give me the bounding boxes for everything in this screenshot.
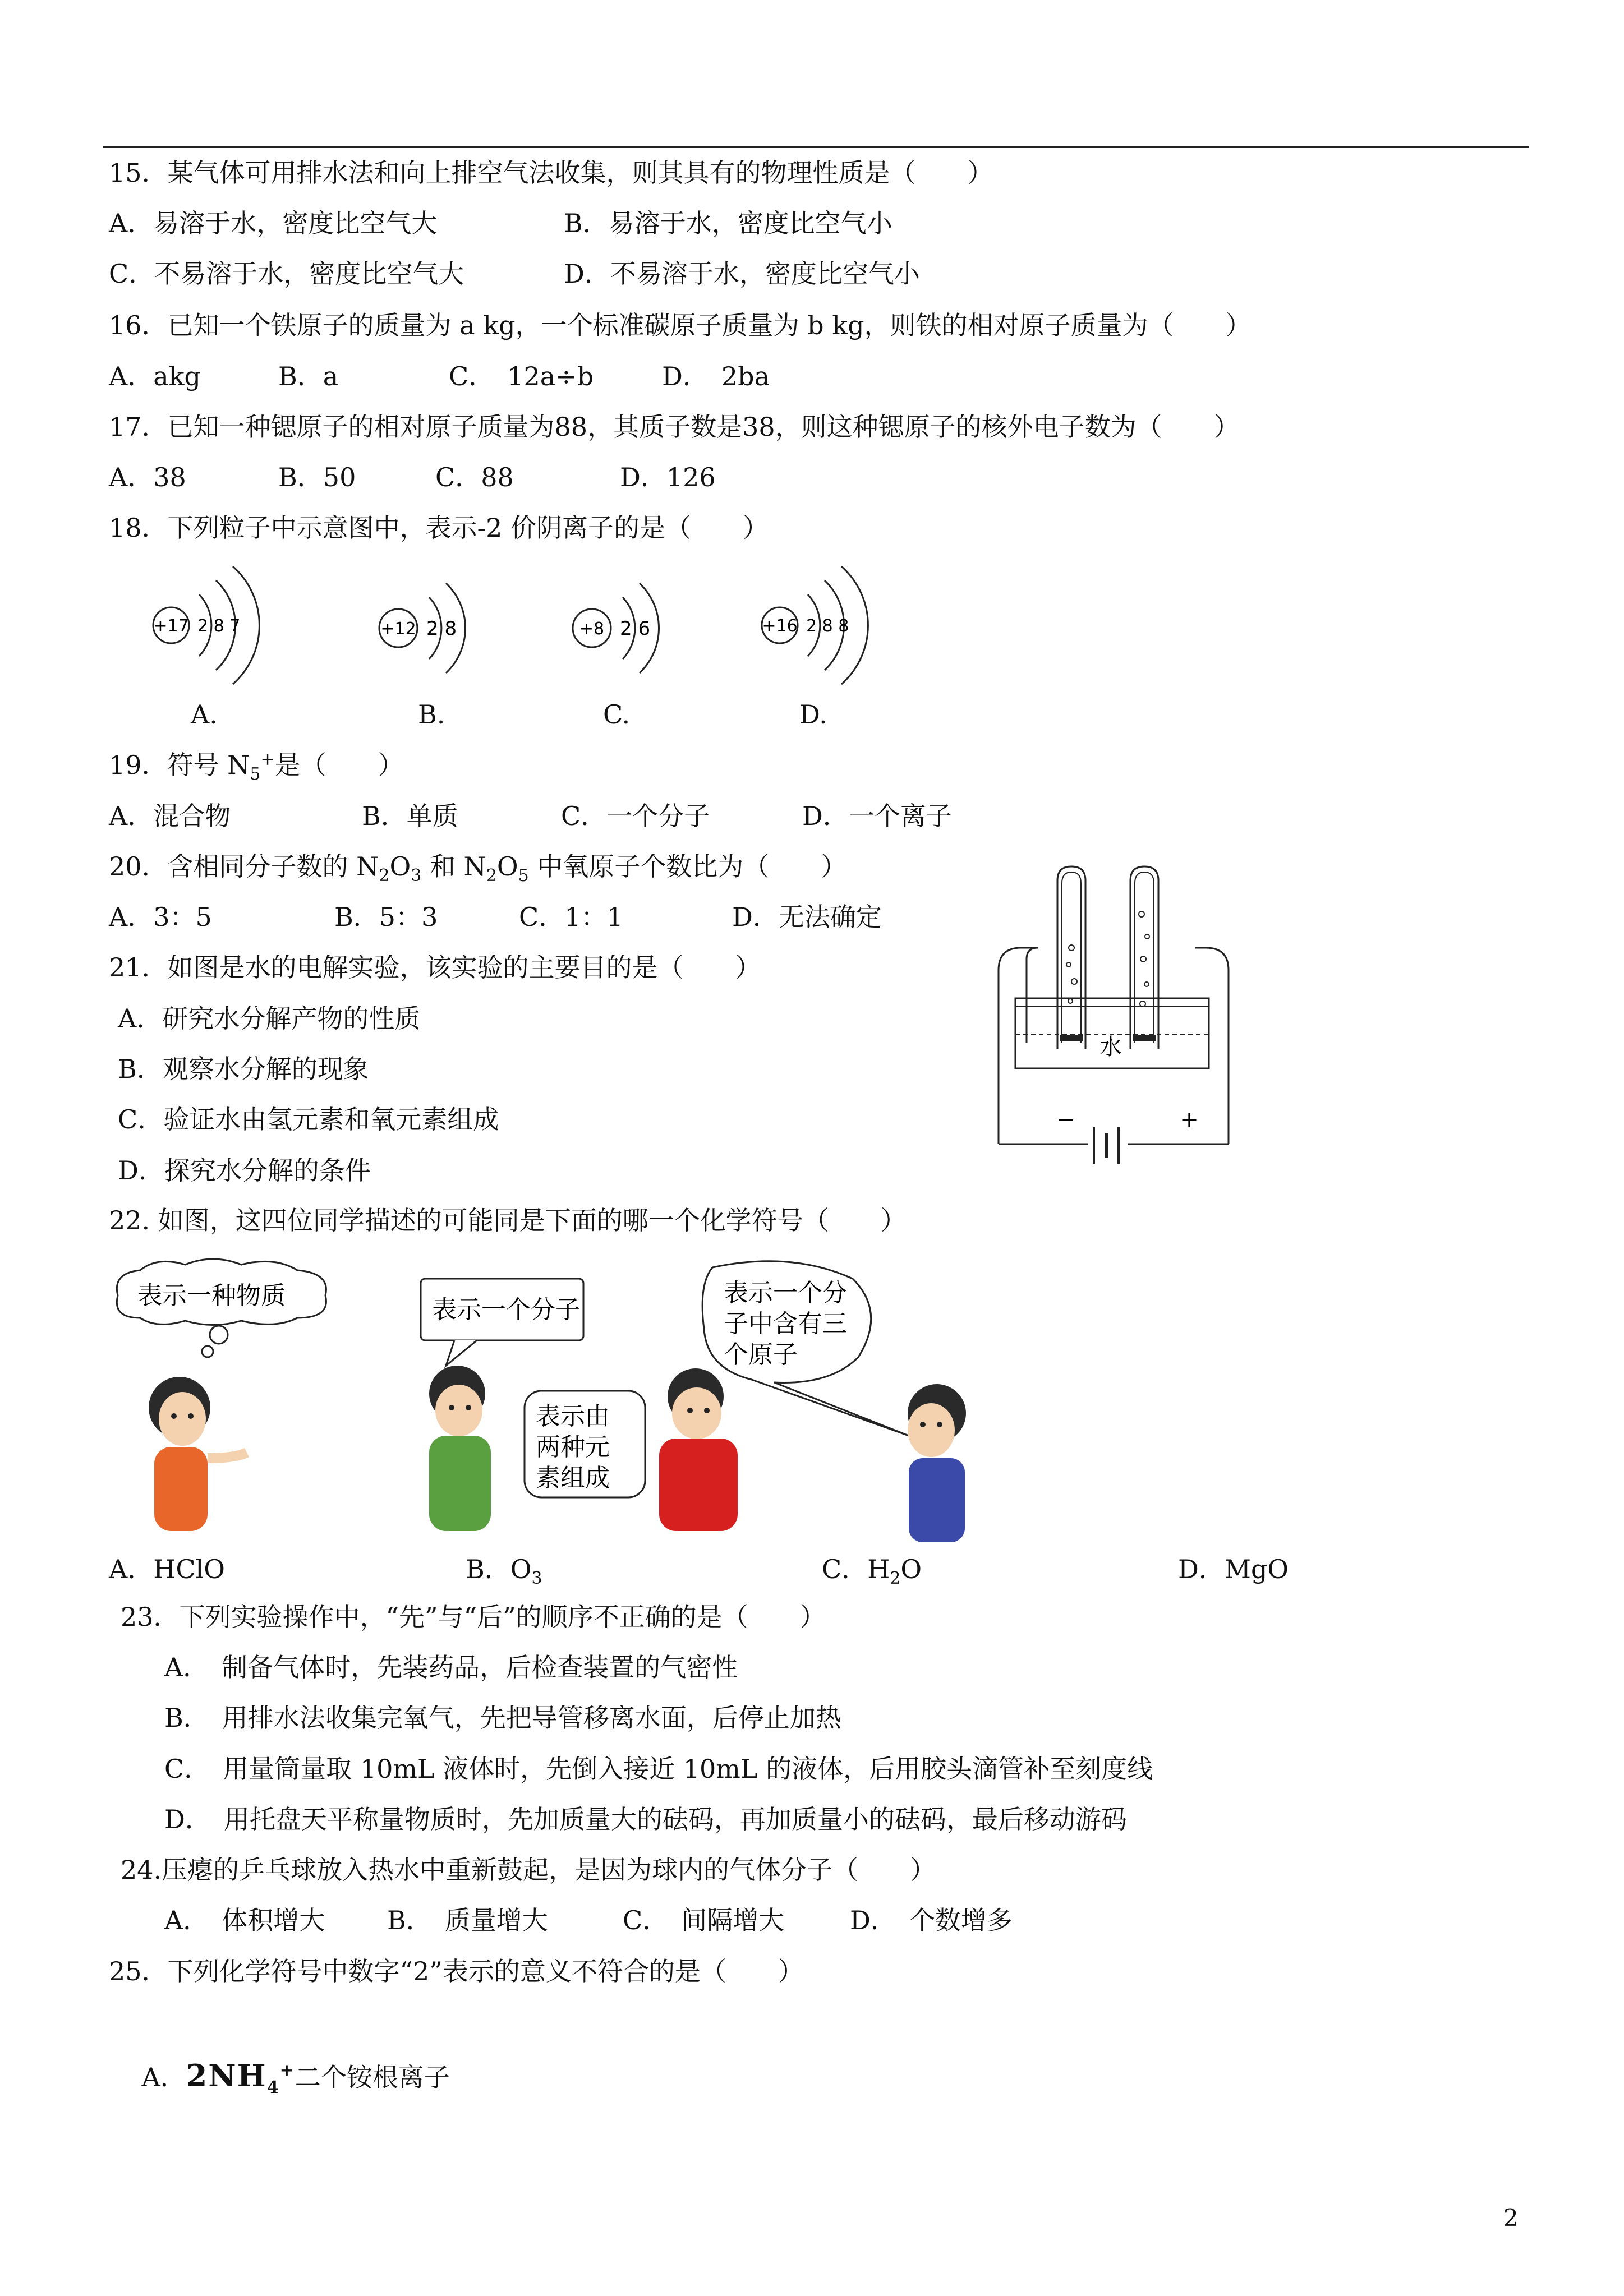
q25-formula-sub: 4 <box>266 2077 280 2097</box>
q18-label-a: A. <box>191 699 218 730</box>
q16-option-c: C． 12a÷b <box>449 361 594 391</box>
electrolysis-apparatus <box>982 864 1245 1189</box>
q22-option-d: D．MgO <box>1178 1554 1289 1584</box>
q21-option-a: A．研究水分解产物的性质 <box>118 1003 421 1034</box>
q25-stem: 25．下列化学符号中数字“2”表示的意义不符合的是（ ） <box>109 1956 804 1986</box>
q19-option-d: D．一个离子 <box>802 801 952 831</box>
atom-d-nucleus: +16 <box>762 616 798 636</box>
atom-diagram-c <box>564 561 693 690</box>
q20-stem-part-2: O <box>389 851 411 882</box>
q19-stem-suffix: 是（ ） <box>274 750 404 780</box>
q25-option-a-label: A． <box>141 2062 186 2092</box>
q19-option-a: A．混合物 <box>109 801 231 831</box>
q25-option-a-text: 二个铵根离子 <box>295 2062 450 2092</box>
atom-diagram-a <box>146 561 275 690</box>
q15-option-c: C．不易溶于水，密度比空气大 <box>109 259 464 289</box>
q21-option-b: B．观察水分解的现象 <box>118 1054 369 1084</box>
girl-figure <box>149 1377 247 1531</box>
atom-b-nucleus: +12 <box>380 619 416 639</box>
bubble-4-line-3: 个原子 <box>724 1340 798 1369</box>
q20-stem <box>109 851 847 886</box>
q19-stem-sub: 5 <box>250 764 261 785</box>
q21-option-c: C．验证水由氢元素和氧元素组成 <box>118 1104 499 1135</box>
q25-option-a <box>109 2028 450 2124</box>
q22-option-b <box>466 1553 542 1589</box>
q18-label-d: D. <box>799 699 827 730</box>
q23-stem: 23．下列实验操作中，“先”与“后”的顺序不正确的是（ ） <box>121 1602 826 1632</box>
q22-option-c-prefix: C．H <box>822 1554 890 1584</box>
q23-option-b: B． 用排水法收集完氧气，先把导管移离水面，后停止加热 <box>164 1703 841 1733</box>
atom-a-shells: 2 8 7 <box>197 616 241 636</box>
q24-option-c: C． 间隔增大 <box>623 1905 785 1935</box>
q23-option-c: C． 用量筒量取 10mL 液体时，先倒入接近 10mL 的液体，后用胶头滴管补至刻度线 <box>164 1754 1153 1784</box>
q22-option-b-prefix: B．O <box>466 1554 532 1584</box>
bubble-1-text: 表示一种物质 <box>137 1281 286 1310</box>
q25-option-a-formula <box>186 2058 295 2097</box>
q18-stem: 18．下列粒子中示意图中，表示-2 价阴离子的是（ ） <box>109 513 769 543</box>
q16-option-d: D． 2ba <box>662 361 770 391</box>
boy-2-figure <box>659 1368 738 1531</box>
q20-option-d: D．无法确定 <box>732 902 882 932</box>
q17-stem: 17．已知一种锶原子的相对原子质量为88，其质子数是38，则这种锶原子的核外电子数为（ ） <box>109 412 1240 442</box>
q16-option-b: B．a <box>278 361 339 391</box>
q20-stem-part-5: 中氧原子个数比为（ ） <box>528 851 847 882</box>
q24-stem: 24.压瘪的乒乓球放入热水中重新鼓起，是因为球内的气体分子（ ） <box>121 1855 936 1885</box>
bubble-3-line-1: 表示由 <box>536 1402 610 1431</box>
q21-stem: 21．如图是水的电解实验，该实验的主要目的是（ ） <box>109 952 761 983</box>
q20-option-c: C．1：1 <box>519 902 623 932</box>
q24-option-a: A． 体积增大 <box>164 1905 325 1935</box>
q20-stem-sub-4: 5 <box>518 866 529 886</box>
q20-stem-part-3: 和 N <box>421 851 486 882</box>
q19-stem <box>109 749 404 785</box>
atom-diagram-d <box>755 561 884 690</box>
q20-option-a: A．3：5 <box>109 902 212 932</box>
q19-option-c: C．一个分子 <box>561 801 710 831</box>
q15-option-d: D．不易溶于水，密度比空气小 <box>564 259 920 289</box>
q17-option-c: C．88 <box>435 462 514 492</box>
q24-option-d: D． 个数增多 <box>850 1905 1013 1935</box>
boy-3-figure <box>908 1384 966 1542</box>
minus-label: − <box>1056 1107 1075 1133</box>
q25-formula-sup: + <box>279 2060 295 2080</box>
q25-formula-base: 2NH <box>186 2058 267 2094</box>
q22-option-b-sub: 3 <box>531 1569 542 1589</box>
q15-option-b: B．易溶于水，密度比空气小 <box>564 208 892 238</box>
page-number: 2 <box>1503 2204 1519 2232</box>
bubble-3-line-3: 素组成 <box>536 1464 610 1492</box>
plus-label: + <box>1180 1107 1199 1133</box>
atom-b-shells: 2 8 <box>426 617 457 640</box>
q20-stem-part-4: O <box>496 851 518 882</box>
q17-option-a: A．38 <box>109 462 186 492</box>
atom-c-shells: 2 6 <box>620 617 651 640</box>
atom-d-shells: 2 8 8 <box>806 616 849 636</box>
q22-option-c-sub: 2 <box>890 1569 901 1589</box>
q18-label-c: C. <box>603 699 631 730</box>
bubble-2-text: 表示一个分子 <box>432 1295 580 1324</box>
q16-stem: 16．已知一个铁原子的质量为 a kg，一个标准碳原子质量为 b kg，则铁的相对原子质量为（ ） <box>109 310 1252 340</box>
q22-option-a: A．HClO <box>109 1554 225 1584</box>
bubble-4-line-1: 表示一个分 <box>724 1279 847 1307</box>
q17-option-b: B．50 <box>278 462 356 492</box>
q24-option-b: B． 质量增大 <box>387 1905 548 1935</box>
bubble-4-line-2: 子中含有三 <box>724 1310 847 1338</box>
header-rule <box>103 146 1529 148</box>
q21-option-d: D．探究水分解的条件 <box>118 1155 371 1186</box>
atom-diagram-b <box>370 561 499 690</box>
q19-option-b: B．单质 <box>362 801 458 831</box>
q15-option-a: A．易溶于水，密度比空气大 <box>109 208 438 238</box>
boy-1-figure <box>429 1366 491 1531</box>
water-label: 水 <box>1099 1034 1122 1060</box>
q16-option-a: A．akg <box>109 361 201 391</box>
q17-option-d: D．126 <box>620 462 716 492</box>
q20-option-b: B．5：3 <box>334 902 438 932</box>
atom-a-nucleus: +17 <box>153 616 189 636</box>
students-cartoon <box>107 1256 1071 1548</box>
q22-option-c-suffix: O <box>900 1554 922 1584</box>
q19-stem-prefix: 19．符号 N <box>109 750 250 780</box>
q19-stem-sup: + <box>260 749 275 769</box>
q15-stem: 15．某气体可用排水法和向上排空气法收集，则其具有的物理性质是（ ） <box>109 158 993 188</box>
q20-stem-part-1: 20．含相同分子数的 N <box>109 851 379 882</box>
atom-c-nucleus: +8 <box>579 619 605 639</box>
q22-stem: 22. 如图，这四位同学描述的可能同是下面的哪一个化学符号（ ） <box>109 1205 907 1235</box>
q20-stem-sub-2: 3 <box>411 866 422 886</box>
q20-stem-sub-1: 2 <box>379 866 390 886</box>
q18-label-b: B. <box>418 699 445 730</box>
q22-option-c <box>822 1553 922 1589</box>
q23-option-a: A． 制备气体时，先装药品，后检查装置的气密性 <box>164 1652 738 1682</box>
q23-option-d: D． 用托盘天平称量物质时，先加质量大的砝码，再加质量小的砝码，最后移动游码 <box>164 1804 1127 1834</box>
bubble-3-line-2: 两种元 <box>536 1433 610 1461</box>
q20-stem-sub-3: 2 <box>486 866 497 886</box>
